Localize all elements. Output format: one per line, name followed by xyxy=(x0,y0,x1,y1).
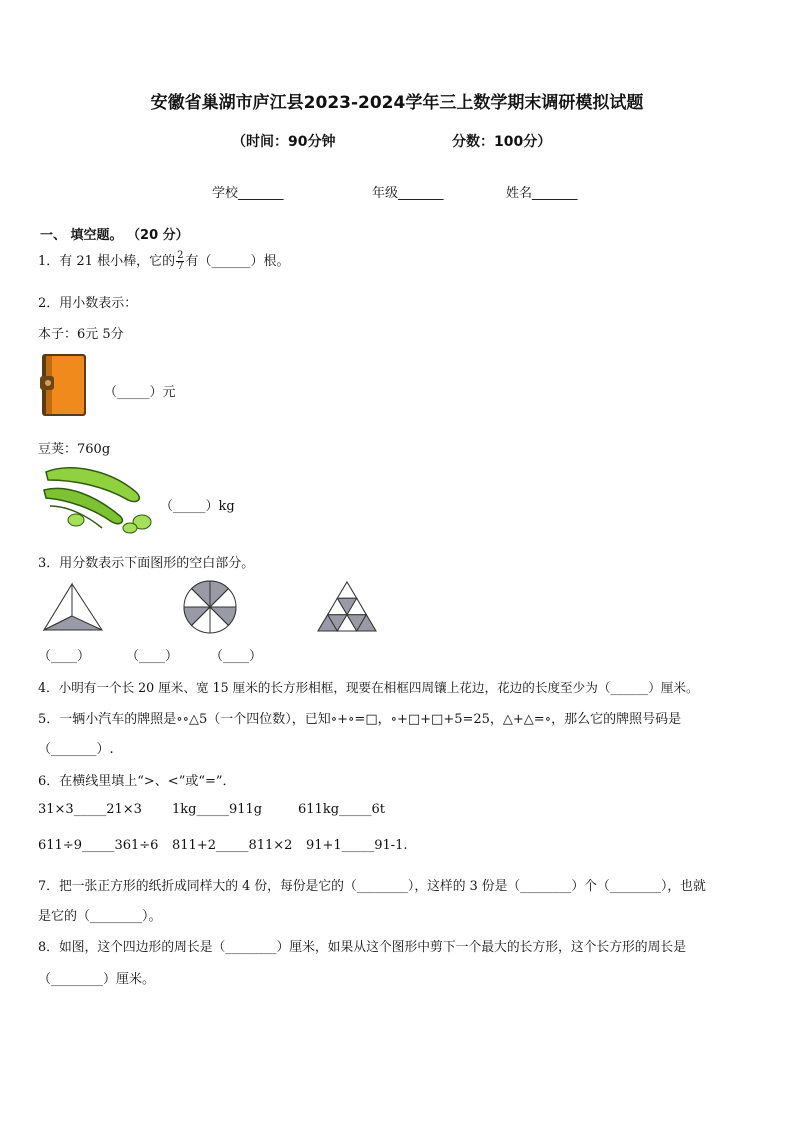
q3-blank-3: （____） xyxy=(210,649,263,664)
q3-blank-1: （____） xyxy=(38,649,91,664)
grade-field: 年级_______ xyxy=(372,186,444,201)
question-3: 3．用分数表示下面图形的空白部分。 xyxy=(38,556,255,571)
triangle-grid-figure xyxy=(316,580,378,634)
bean-label: 豆荚：760g xyxy=(38,442,111,457)
fraction: $\frac{2}{7}$ xyxy=(177,250,184,272)
page-title: 安徽省巢湖市庐江县2023-2024学年三上数学期末调研模拟试题 xyxy=(150,93,644,113)
section-heading: 一、 填空题。 （20 分） xyxy=(40,228,189,243)
notebook-label: 本子：6元 5分 xyxy=(38,327,124,342)
question-7: 7．把一张正方形的纸折成同样大的 4 份，每份是它的（________），这样的 3 份是（________）个（________），也就 xyxy=(38,879,706,894)
question-6: 6．在横线里填上“>、<”或“=”． xyxy=(38,774,236,789)
notebook-answer: （_____）元 xyxy=(104,385,176,400)
q6-item: 611÷9_____361÷6 xyxy=(38,838,159,853)
bean-pod-icon xyxy=(40,464,156,536)
question-1 xyxy=(38,250,289,272)
q6-item: 811+2_____811×2 xyxy=(172,838,293,853)
question-7-cont: 是它的（________）。 xyxy=(38,909,162,924)
circle-figure xyxy=(180,578,240,636)
question-2: 2．用小数表示： xyxy=(38,296,138,311)
name-field: 姓名_______ xyxy=(506,186,578,201)
question-5-answer: （_______）. xyxy=(38,742,114,757)
bean-answer: （_____）kg xyxy=(160,499,235,514)
q6-item: 91+1_____91-1. xyxy=(306,838,408,853)
q1-text-after: 有（______）根。 xyxy=(185,254,290,269)
q3-blank-2: （____） xyxy=(126,649,179,664)
question-5: 5．一辆小汽车的牌照是∘∘△5（一个四位数），已知∘+∘=□，∘+□+□+5=25，△+△=∘，那么它的牌照号码是 xyxy=(38,712,682,727)
triangle-figure xyxy=(42,582,104,632)
question-8: 8．如图，这个四边形的周长是（________）厘米，如果从这个图形中剪下一个最大的长方形，这个长方形的周长是 xyxy=(38,940,686,955)
question-4: 4．小明有一个长 20 厘米、宽 15 厘米的长方形相框，现要在相框四周镶上花边，花边的长度至少为（______）厘米。 xyxy=(38,680,699,695)
q6-item: 611kg_____6t xyxy=(298,802,386,817)
question-8-cont: （________）厘米。 xyxy=(38,972,156,987)
q6-item: 31×3_____21×3 xyxy=(38,802,142,817)
q1-text-before: 1．有 21 根小棒，它的 xyxy=(38,254,176,269)
q6-item: 1kg_____911g xyxy=(172,802,263,817)
notebook-icon xyxy=(38,352,90,420)
school-field: 学校_______ xyxy=(212,186,284,201)
exam-time: （时间：90分钟 xyxy=(232,134,336,150)
exam-score: 分数：100分） xyxy=(452,134,552,150)
